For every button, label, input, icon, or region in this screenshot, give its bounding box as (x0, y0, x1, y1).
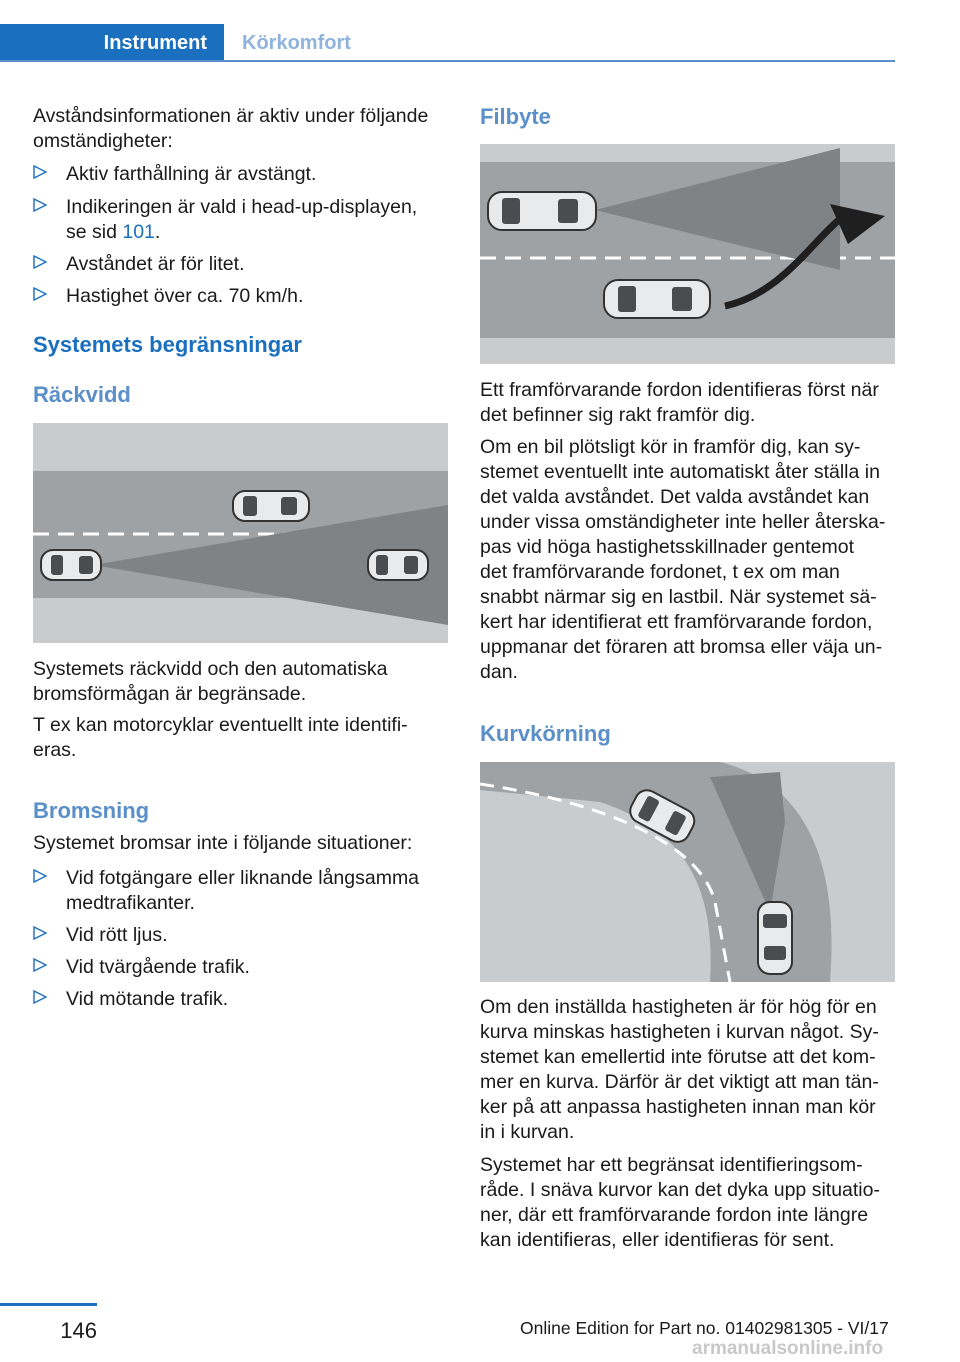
lane-paragraph-2: Om en bil plötsligt kör in framför dig, kan sy‐ stemet eventuellt inte automatiskt åter ställa in det valda avståndet. Det valda avståndet kan under vissa omständigheter inte heller återska‐ pas vid höga hastighetsskillnader gentemot det framförvarande fordonet, t ex om man snabbt närmar sig en lastbil. När systemet sä‐ kert har identifierat ett framförvarande fordon, uppmanar det föraren att bromsa eller väja un‐ dan. (480, 436, 886, 683)
intro-paragraph: Avståndsinformationen är aktiv under följande omständigheter: (33, 105, 429, 152)
heading-lane-change: Filbyte (480, 104, 551, 129)
bullet-triangle-icon (33, 926, 47, 940)
edition-text: Online Edition for Part no. 01402981305 - VI/17 (520, 1318, 889, 1338)
bullet-triangle-icon (33, 869, 47, 883)
page-link[interactable]: 101 (122, 221, 155, 243)
range-illustration (33, 423, 448, 643)
range-paragraph-1: Systemets räckvidd och den automatiska bromsförmågan är begränsade. (33, 658, 388, 705)
page-number: 146 (60, 1318, 97, 1343)
heading-range: Räckvidd (33, 382, 131, 407)
lane-paragraph-1: Ett framförvarande fordon identifieras först när det befinner sig rakt framför dig. (480, 379, 879, 426)
curve-paragraph-2: Systemet har ett begränsat identifieringsom‐ råde. I snäva kurvor kan det dyka upp situatio‐ ner, där ett framförvarande fordon inte längre kan identifieras, eller identifieras för sent. (480, 1154, 880, 1251)
curve-paragraph-1: Om den inställda hastigheten är för hög för en kurva minskas hastigheten i kurvan något. Sy‐ stemet kan emellertid inte förutse att det kom‐ mer en kurva. Därför är det viktigt att man tän‐ ker på att anpassa hastigheten innan man kör in i kurvan. (480, 996, 879, 1143)
tab-korkomfort[interactable]: Körkomfort (242, 31, 351, 54)
watermark: armanualsonline.info (692, 1338, 884, 1359)
footer-divider (0, 1303, 97, 1306)
range-paragraph-2: T ex kan motorcyklar eventuellt inte identifi‐ eras. (33, 714, 408, 761)
tab-instrument[interactable]: Instrument (0, 24, 224, 62)
curve-illustration (480, 762, 895, 982)
heading-limits: Systemets begränsningar (33, 332, 302, 357)
braking-intro: Systemet bromsar inte i följande situationer: (33, 832, 413, 854)
header-divider (0, 60, 895, 62)
bullet-triangle-icon (33, 990, 47, 1004)
heading-curve: Kurvkörning (480, 721, 611, 746)
bullet-triangle-icon (33, 287, 47, 301)
header-tabs (0, 24, 895, 62)
lane-change-illustration (480, 144, 895, 364)
bullet-triangle-icon (33, 198, 47, 212)
heading-braking: Bromsning (33, 798, 150, 823)
bullet-triangle-icon (33, 958, 47, 972)
bullet-triangle-icon (33, 255, 47, 269)
bullet-triangle-icon (33, 165, 47, 179)
